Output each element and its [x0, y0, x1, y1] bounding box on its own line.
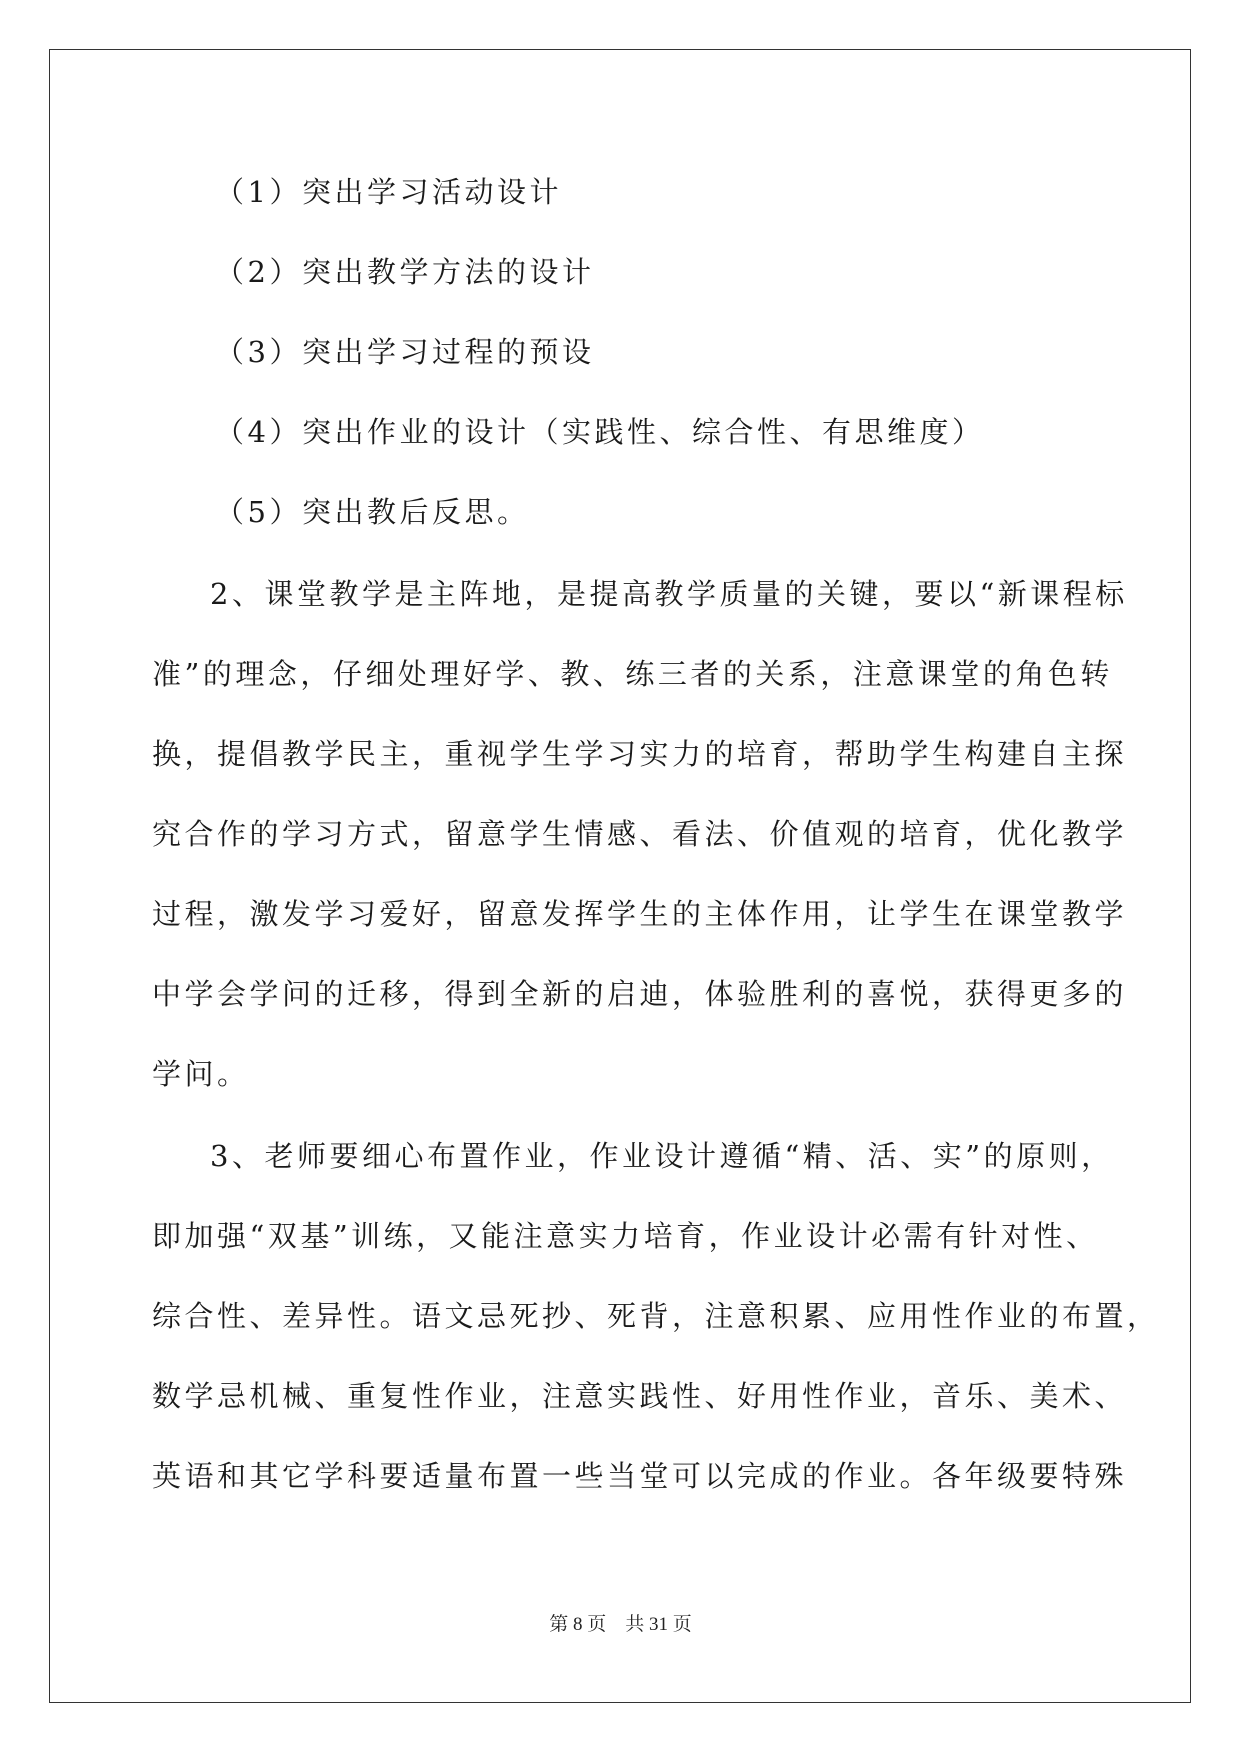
paragraph-line: 换，提倡教学民主，重视学生学习实力的培育，帮助学生构建自主探 — [152, 737, 1128, 771]
list-item: （5）突出教后反思。 — [215, 495, 530, 529]
page-number-footer: 第 8 页 共 31 页 — [549, 1614, 692, 1635]
list-item: （3）突出学习过程的预设 — [215, 335, 595, 369]
paragraph-line: 2、课堂教学是主阵地，是提高教学质量的关键，要以“新课程标 — [210, 577, 1128, 611]
page-border — [49, 49, 1191, 1703]
paragraph-line: 过程，激发学习爱好，留意发挥学生的主体作用，让学生在课堂教学 — [152, 897, 1128, 931]
list-item: （4）突出作业的设计（实践性、综合性、有思维度） — [215, 415, 985, 449]
paragraph-line: 准”的理念，仔细处理好学、教、练三者的关系，注意课堂的角色转 — [152, 657, 1113, 691]
list-item: （2）突出教学方法的设计 — [215, 255, 595, 289]
paragraph-line: 综合性、差异性。语文忌死抄、死背，注意积累、应用性作业的布置， — [152, 1299, 1160, 1333]
paragraph-line: 中学会学问的迁移，得到全新的启迪，体验胜利的喜悦，获得更多的 — [152, 977, 1128, 1011]
paragraph-line: 3、老师要细心布置作业，作业设计遵循“精、活、实”的原则， — [210, 1139, 1114, 1173]
paragraph-line: 学问。 — [152, 1057, 250, 1091]
paragraph-line: 英语和其它学科要适量布置一些当堂可以完成的作业。各年级要特殊 — [152, 1459, 1128, 1493]
list-item: （1）突出学习活动设计 — [215, 175, 562, 209]
paragraph-line: 即加强“双基”训练，又能注意实力培育，作业设计必需有针对性、 — [152, 1219, 1099, 1253]
paragraph-line: 究合作的学习方式，留意学生情感、看法、价值观的培育，优化教学 — [152, 817, 1128, 851]
paragraph-line: 数学忌机械、重复性作业，注意实践性、好用性作业，音乐、美术、 — [152, 1379, 1128, 1413]
